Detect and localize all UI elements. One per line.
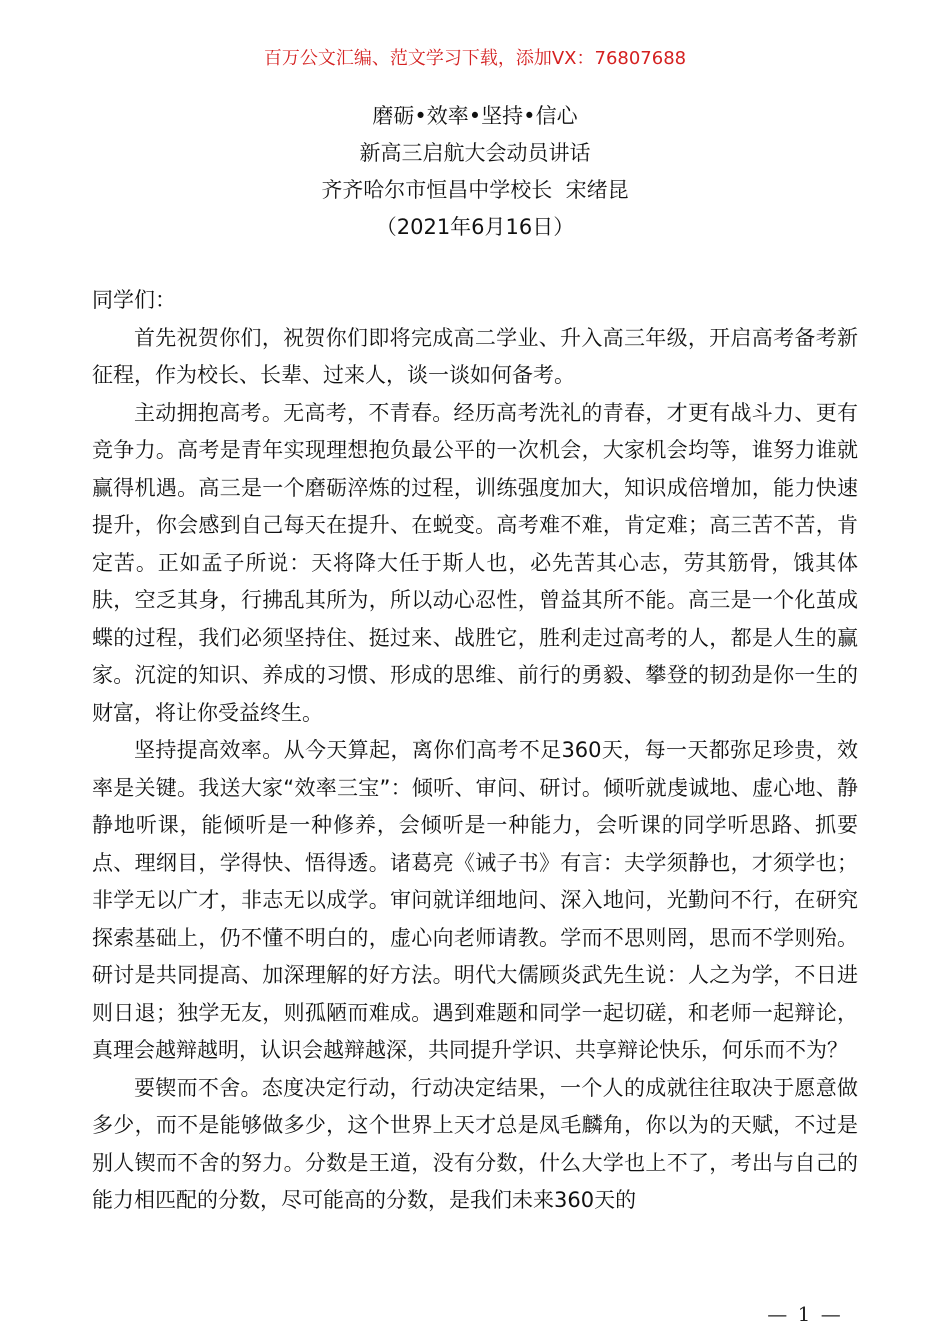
title-date: （2021年6月16日） [375, 215, 575, 239]
page-number: — 1 — [767, 1302, 843, 1326]
paragraph-perseverance: 要锲而不舍。态度决定行动，行动决定结果，一个人的成就往往取决于愿意做多少，而不是能够做多少，这个世界上天才总是凤毛麟角，你以为的天赋，不过是别人锲而不舍的努力。分数是王道，没有分数，什么大学也上不了，考出与自己的能力相匹配的分数，尽可能高的分数，是我们未来360天的 [92, 1075, 858, 1212]
paragraph-efficiency: 坚持提高效率。从今天算起，离你们高考不足360天，每一天都弥足珍贵，效率是关键。我送大家“效率三宝”：倾听、审问、研讨。倾听就虔诚地、虚心地、静静地听课，能倾听是一种修养，会倾听是一种能力，会听课的同学听思路、抓要点、理纲目，学得快、悟得透。诸葛亮《诫子书》有言：夫学须静也，才须学也；非学无以广才，非志无以成学。审问就详细地问、深入地问，光勤问不行，在研究探索基础上，仍不懂不明白的，虚心向老师请教。学而不思则罔，思而不学则殆。研讨是共同提高、加深理解的好方法。明代大儒顾炎武先生说：人之为学，不日进则日退；独学无友，则孤陋而难成。遇到难题和同学一起切磋，和老师一起辩论，真理会越辩越明，认识会越辩越深，共同提升学识、共享辩论快乐，何乐而不为？ [92, 738, 858, 1062]
paragraph-opening: 首先祝贺你们，祝贺你们即将完成高二学业、升入高三年级，开启高考备考新征程，作为校长、长辈、过来人，谈一谈如何备考。 [92, 325, 858, 387]
title-motto: 磨砺•效率•坚持•信心 [372, 104, 578, 128]
title-block [0, 98, 950, 246]
title-speech: 新高三启航大会动员讲话 [359, 141, 591, 165]
speech-body [92, 282, 858, 1220]
watermark-banner: 百万公文汇编、范文学习下载，添加VX：76807688 [263, 48, 687, 69]
title-author: 齐齐哈尔市恒昌中学校长 宋绪昆 [321, 178, 629, 202]
salutation: 同学们： [92, 288, 176, 312]
paragraph-embrace-exam: 主动拥抱高考。无高考，不青春。经历高考洗礼的青春，才更有战斗力、更有竞争力。高考是青年实现理想抱负最公平的一次机会，大家机会均等，谁努力谁就赢得机遇。高三是一个磨砺淬炼的过程，训练强度加大，知识成倍增加，能力快速提升，你会感到自己每天在提升、在蜕变。高考难不难，肯定难；高三苦不苦，肯定苦。正如孟子所说：天将降大任于斯人也，必先苦其心志，劳其筋骨，饿其体肤，空乏其身，行拂乱其所为，所以动心忍性，曾益其所不能。高三是一个化茧成蝶的过程，我们必须坚持住、挺过来、战胜它，胜利走过高考的人，都是人生的赢家。沉淀的知识、养成的习惯、形成的思维、前行的勇毅、攀登的韧劲是你一生的财富，将让你受益终生。 [92, 400, 858, 725]
